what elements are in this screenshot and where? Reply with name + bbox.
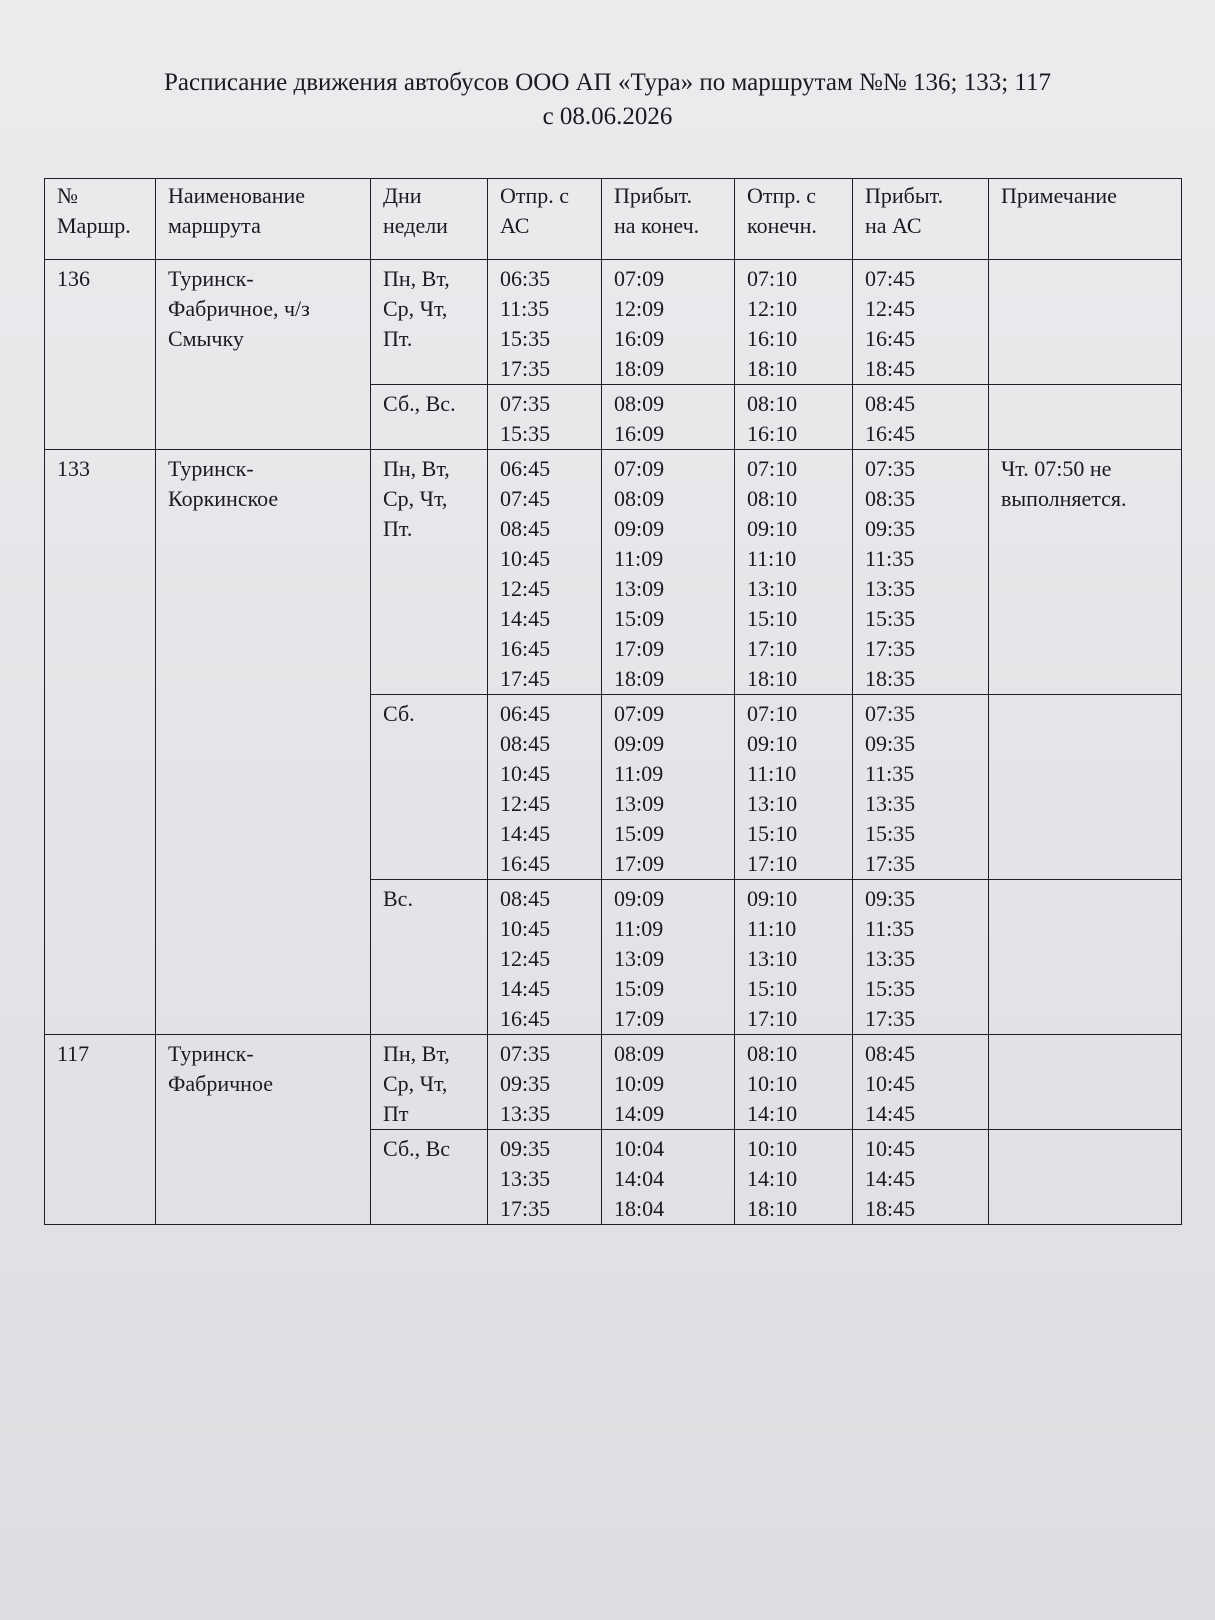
time-value: 07:35 xyxy=(865,456,916,481)
header-text: на АС xyxy=(865,213,922,238)
time-value: 08:10 xyxy=(747,486,798,511)
days-line: Ср, Чт, xyxy=(383,296,448,321)
route-name-line: Туринск- xyxy=(168,1041,254,1066)
time-value: 13:10 xyxy=(747,791,798,816)
time-value: 08:45 xyxy=(500,886,551,911)
time-value: 12:09 xyxy=(614,296,665,321)
time-value: 13:35 xyxy=(865,946,916,971)
dep-terminal-cell xyxy=(735,260,853,385)
dep-terminal-cell xyxy=(735,450,853,695)
arr-station-cell xyxy=(853,695,989,880)
time-value: 09:35 xyxy=(500,1136,551,1161)
title-line-2: с 08.06.2026 xyxy=(542,103,673,130)
schedule-table xyxy=(44,178,1182,1225)
arr-terminal-cell xyxy=(602,450,735,695)
time-value: 10:04 xyxy=(614,1136,665,1161)
time-value: 13:35 xyxy=(865,576,916,601)
time-value: 06:45 xyxy=(500,701,551,726)
time-value: 14:45 xyxy=(500,821,551,846)
time-value: 16:45 xyxy=(500,851,551,876)
time-value: 11:35 xyxy=(865,916,915,941)
schedule-body xyxy=(45,260,1182,1225)
time-value: 10:10 xyxy=(747,1071,798,1096)
time-value: 08:09 xyxy=(614,391,665,416)
days-line: Сб., Вс xyxy=(383,1136,451,1161)
time-value: 15:09 xyxy=(614,976,665,1001)
arr-station-cell xyxy=(853,880,989,1035)
time-value: 07:09 xyxy=(614,456,665,481)
time-value: 18:04 xyxy=(614,1196,665,1221)
time-value: 14:10 xyxy=(747,1101,798,1126)
time-value: 16:45 xyxy=(865,326,916,351)
header-text: № xyxy=(57,183,78,208)
arr-terminal-cell xyxy=(602,385,735,450)
arr-station-cell xyxy=(853,1130,989,1225)
time-value: 14:04 xyxy=(614,1166,665,1191)
days-line: Пт. xyxy=(383,326,413,351)
time-value: 17:35 xyxy=(865,636,916,661)
time-value: 11:35 xyxy=(865,761,915,786)
time-value: 17:35 xyxy=(500,1196,551,1221)
route-name xyxy=(156,450,371,1035)
time-value: 13:10 xyxy=(747,946,798,971)
days-line: Ср, Чт, xyxy=(383,486,448,511)
time-value: 08:09 xyxy=(614,1041,665,1066)
dep-terminal-cell xyxy=(735,695,853,880)
days-line: Ср, Чт, xyxy=(383,1071,448,1096)
route-name-line: Коркинское xyxy=(168,486,279,511)
route-name-line: Фабричное xyxy=(168,1071,273,1096)
note-cell xyxy=(989,1130,1182,1225)
note-cell xyxy=(989,695,1182,880)
time-value: 15:35 xyxy=(865,606,916,631)
time-value: 09:09 xyxy=(614,886,665,911)
time-value: 13:09 xyxy=(614,791,665,816)
time-value: 12:45 xyxy=(865,296,916,321)
time-value: 18:10 xyxy=(747,1196,798,1221)
days-cell xyxy=(371,695,488,880)
header-text: Отпр. с xyxy=(747,183,817,208)
time-value: 17:09 xyxy=(614,851,665,876)
dep-station-cell xyxy=(488,695,602,880)
time-value: 08:10 xyxy=(747,391,798,416)
time-value: 08:45 xyxy=(500,516,551,541)
days-line: Пн, Вт, xyxy=(383,1041,450,1066)
time-value: 09:10 xyxy=(747,886,798,911)
time-value: 13:35 xyxy=(500,1166,551,1191)
time-value: 07:10 xyxy=(747,456,798,481)
time-value: 17:35 xyxy=(865,1006,916,1031)
time-value: 12:10 xyxy=(747,296,798,321)
time-value: 08:09 xyxy=(614,486,665,511)
header-text: конечн. xyxy=(747,213,817,238)
time-value: 07:10 xyxy=(747,266,798,291)
arr-terminal-cell xyxy=(602,880,735,1035)
time-value: 09:35 xyxy=(865,731,916,756)
header-text: Прибыт. xyxy=(865,183,944,208)
time-value: 06:35 xyxy=(500,266,551,291)
time-value: 13:09 xyxy=(614,946,665,971)
time-value: 15:10 xyxy=(747,821,798,846)
dep-terminal-cell xyxy=(735,1035,853,1130)
header-dep-station xyxy=(488,179,602,260)
header-route-no xyxy=(45,179,156,260)
time-value: 10:10 xyxy=(747,1136,798,1161)
time-value: 17:10 xyxy=(747,851,798,876)
time-value: 16:09 xyxy=(614,421,665,446)
time-value: 14:45 xyxy=(865,1166,916,1191)
days-cell xyxy=(371,260,488,385)
header-arr-terminal xyxy=(602,179,735,260)
time-value: 18:10 xyxy=(747,666,798,691)
header-days xyxy=(371,179,488,260)
days-line: Пн, Вт, xyxy=(383,266,450,291)
note-cell xyxy=(989,880,1182,1035)
time-value: 16:09 xyxy=(614,326,665,351)
time-value: 13:35 xyxy=(865,791,916,816)
time-value: 14:10 xyxy=(747,1166,798,1191)
days-line: Пт xyxy=(383,1101,409,1126)
days-cell xyxy=(371,385,488,450)
time-value: 17:35 xyxy=(865,851,916,876)
time-value: 10:45 xyxy=(500,546,551,571)
header-text: на конеч. xyxy=(614,213,700,238)
arr-station-cell xyxy=(853,450,989,695)
time-value: 16:45 xyxy=(500,1006,551,1031)
time-value: 16:45 xyxy=(500,636,551,661)
route-number: 117 xyxy=(45,1035,156,1225)
time-value: 13:09 xyxy=(614,576,665,601)
time-value: 16:10 xyxy=(747,326,798,351)
time-value: 07:09 xyxy=(614,266,665,291)
table-row xyxy=(45,260,1182,385)
route-number: 136 xyxy=(45,260,156,450)
time-value: 17:09 xyxy=(614,636,665,661)
days-line: Пн, Вт, xyxy=(383,456,450,481)
time-value: 13:10 xyxy=(747,576,798,601)
dep-station-cell xyxy=(488,1130,602,1225)
table-row xyxy=(45,450,1182,695)
time-value: 07:35 xyxy=(500,1041,551,1066)
time-value: 17:45 xyxy=(500,666,551,691)
time-value: 07:45 xyxy=(865,266,916,291)
time-value: 17:10 xyxy=(747,1006,798,1031)
time-value: 12:45 xyxy=(500,946,551,971)
days-line: Сб. xyxy=(383,701,415,726)
days-line: Пт. xyxy=(383,516,413,541)
arr-terminal-cell xyxy=(602,260,735,385)
time-value: 11:10 xyxy=(747,546,797,571)
time-value: 08:10 xyxy=(747,1041,798,1066)
header-text: маршрута xyxy=(168,213,261,238)
arr-terminal-cell xyxy=(602,695,735,880)
days-line: Сб., Вс. xyxy=(383,391,456,416)
route-name xyxy=(156,260,371,450)
time-value: 09:35 xyxy=(500,1071,551,1096)
dep-terminal-cell xyxy=(735,880,853,1035)
dep-station-cell xyxy=(488,385,602,450)
days-cell xyxy=(371,880,488,1035)
document-title xyxy=(0,66,1215,134)
time-value: 12:45 xyxy=(500,576,551,601)
header-text: АС xyxy=(500,213,530,238)
arr-station-cell xyxy=(853,260,989,385)
header-text: недели xyxy=(383,213,448,238)
time-value: 08:35 xyxy=(865,486,916,511)
header-text: Отпр. с xyxy=(500,183,570,208)
time-value: 10:09 xyxy=(614,1071,665,1096)
note-cell xyxy=(989,260,1182,385)
time-value: 08:45 xyxy=(865,1041,916,1066)
time-value: 12:45 xyxy=(500,791,551,816)
days-line: Вс. xyxy=(383,886,413,911)
arr-station-cell xyxy=(853,1035,989,1130)
time-value: 18:10 xyxy=(747,356,798,381)
route-name-line: Туринск- xyxy=(168,266,254,291)
route-name-line: Фабричное, ч/з xyxy=(168,296,310,321)
header-text: Дни xyxy=(383,183,422,208)
arr-terminal-cell xyxy=(602,1035,735,1130)
time-value: 15:10 xyxy=(747,976,798,1001)
dep-station-cell xyxy=(488,260,602,385)
note-cell xyxy=(989,1035,1182,1130)
time-value: 18:45 xyxy=(865,356,916,381)
time-value: 07:10 xyxy=(747,701,798,726)
route-name-line: Смычку xyxy=(168,326,244,351)
time-value: 07:35 xyxy=(865,701,916,726)
time-value: 08:45 xyxy=(865,391,916,416)
time-value: 11:10 xyxy=(747,761,797,786)
days-cell xyxy=(371,1130,488,1225)
time-value: 11:09 xyxy=(614,916,664,941)
header-text: Маршр. xyxy=(57,213,131,238)
note-line: Чт. 07:50 не xyxy=(1001,456,1112,481)
dep-station-cell xyxy=(488,1035,602,1130)
header-row xyxy=(45,179,1182,260)
time-value: 11:35 xyxy=(865,546,915,571)
time-value: 18:35 xyxy=(865,666,916,691)
time-value: 11:09 xyxy=(614,761,664,786)
time-value: 10:45 xyxy=(500,916,551,941)
header-text: Примечание xyxy=(1001,183,1117,208)
header-note xyxy=(989,179,1182,260)
time-value: 15:10 xyxy=(747,606,798,631)
time-value: 10:45 xyxy=(500,761,551,786)
dep-station-cell xyxy=(488,880,602,1035)
time-value: 15:35 xyxy=(500,421,551,446)
title-line-1: Расписание движения автобусов ООО АП «Тура» по маршрутам №№ 136; 133; 117 xyxy=(164,69,1051,96)
time-value: 08:45 xyxy=(500,731,551,756)
time-value: 09:09 xyxy=(614,516,665,541)
time-value: 17:09 xyxy=(614,1006,665,1031)
time-value: 18:45 xyxy=(865,1196,916,1221)
dep-terminal-cell xyxy=(735,1130,853,1225)
days-cell xyxy=(371,1035,488,1130)
table-row xyxy=(45,1035,1182,1130)
arr-terminal-cell xyxy=(602,1130,735,1225)
time-value: 10:45 xyxy=(865,1136,916,1161)
time-value: 18:09 xyxy=(614,666,665,691)
time-value: 14:45 xyxy=(500,976,551,1001)
header-route-name xyxy=(156,179,371,260)
route-name xyxy=(156,1035,371,1225)
note-cell xyxy=(989,450,1182,695)
arr-station-cell xyxy=(853,385,989,450)
header-dep-terminal xyxy=(735,179,853,260)
time-value: 11:35 xyxy=(500,296,550,321)
header-text: Прибыт. xyxy=(614,183,693,208)
time-value: 17:10 xyxy=(747,636,798,661)
time-value: 09:35 xyxy=(865,886,916,911)
time-value: 18:09 xyxy=(614,356,665,381)
time-value: 16:10 xyxy=(747,421,798,446)
time-value: 14:45 xyxy=(865,1101,916,1126)
time-value: 14:09 xyxy=(614,1101,665,1126)
time-value: 11:09 xyxy=(614,546,664,571)
dep-station-cell xyxy=(488,450,602,695)
time-value: 16:45 xyxy=(865,421,916,446)
time-value: 15:35 xyxy=(865,821,916,846)
time-value: 15:35 xyxy=(865,976,916,1001)
time-value: 10:45 xyxy=(865,1071,916,1096)
time-value: 09:09 xyxy=(614,731,665,756)
time-value: 15:35 xyxy=(500,326,551,351)
header-text: Наименование xyxy=(168,183,306,208)
time-value: 11:10 xyxy=(747,916,797,941)
dep-terminal-cell xyxy=(735,385,853,450)
time-value: 14:45 xyxy=(500,606,551,631)
time-value: 15:09 xyxy=(614,821,665,846)
time-value: 07:45 xyxy=(500,486,551,511)
time-value: 09:10 xyxy=(747,516,798,541)
time-value: 13:35 xyxy=(500,1101,551,1126)
time-value: 15:09 xyxy=(614,606,665,631)
time-value: 07:09 xyxy=(614,701,665,726)
note-cell xyxy=(989,385,1182,450)
time-value: 09:35 xyxy=(865,516,916,541)
time-value: 07:35 xyxy=(500,391,551,416)
note-line: выполняется. xyxy=(1001,486,1127,511)
route-name-line: Туринск- xyxy=(168,456,254,481)
time-value: 17:35 xyxy=(500,356,551,381)
days-cell xyxy=(371,450,488,695)
header-arr-station xyxy=(853,179,989,260)
time-value: 09:10 xyxy=(747,731,798,756)
time-value: 06:45 xyxy=(500,456,551,481)
route-number: 133 xyxy=(45,450,156,1035)
